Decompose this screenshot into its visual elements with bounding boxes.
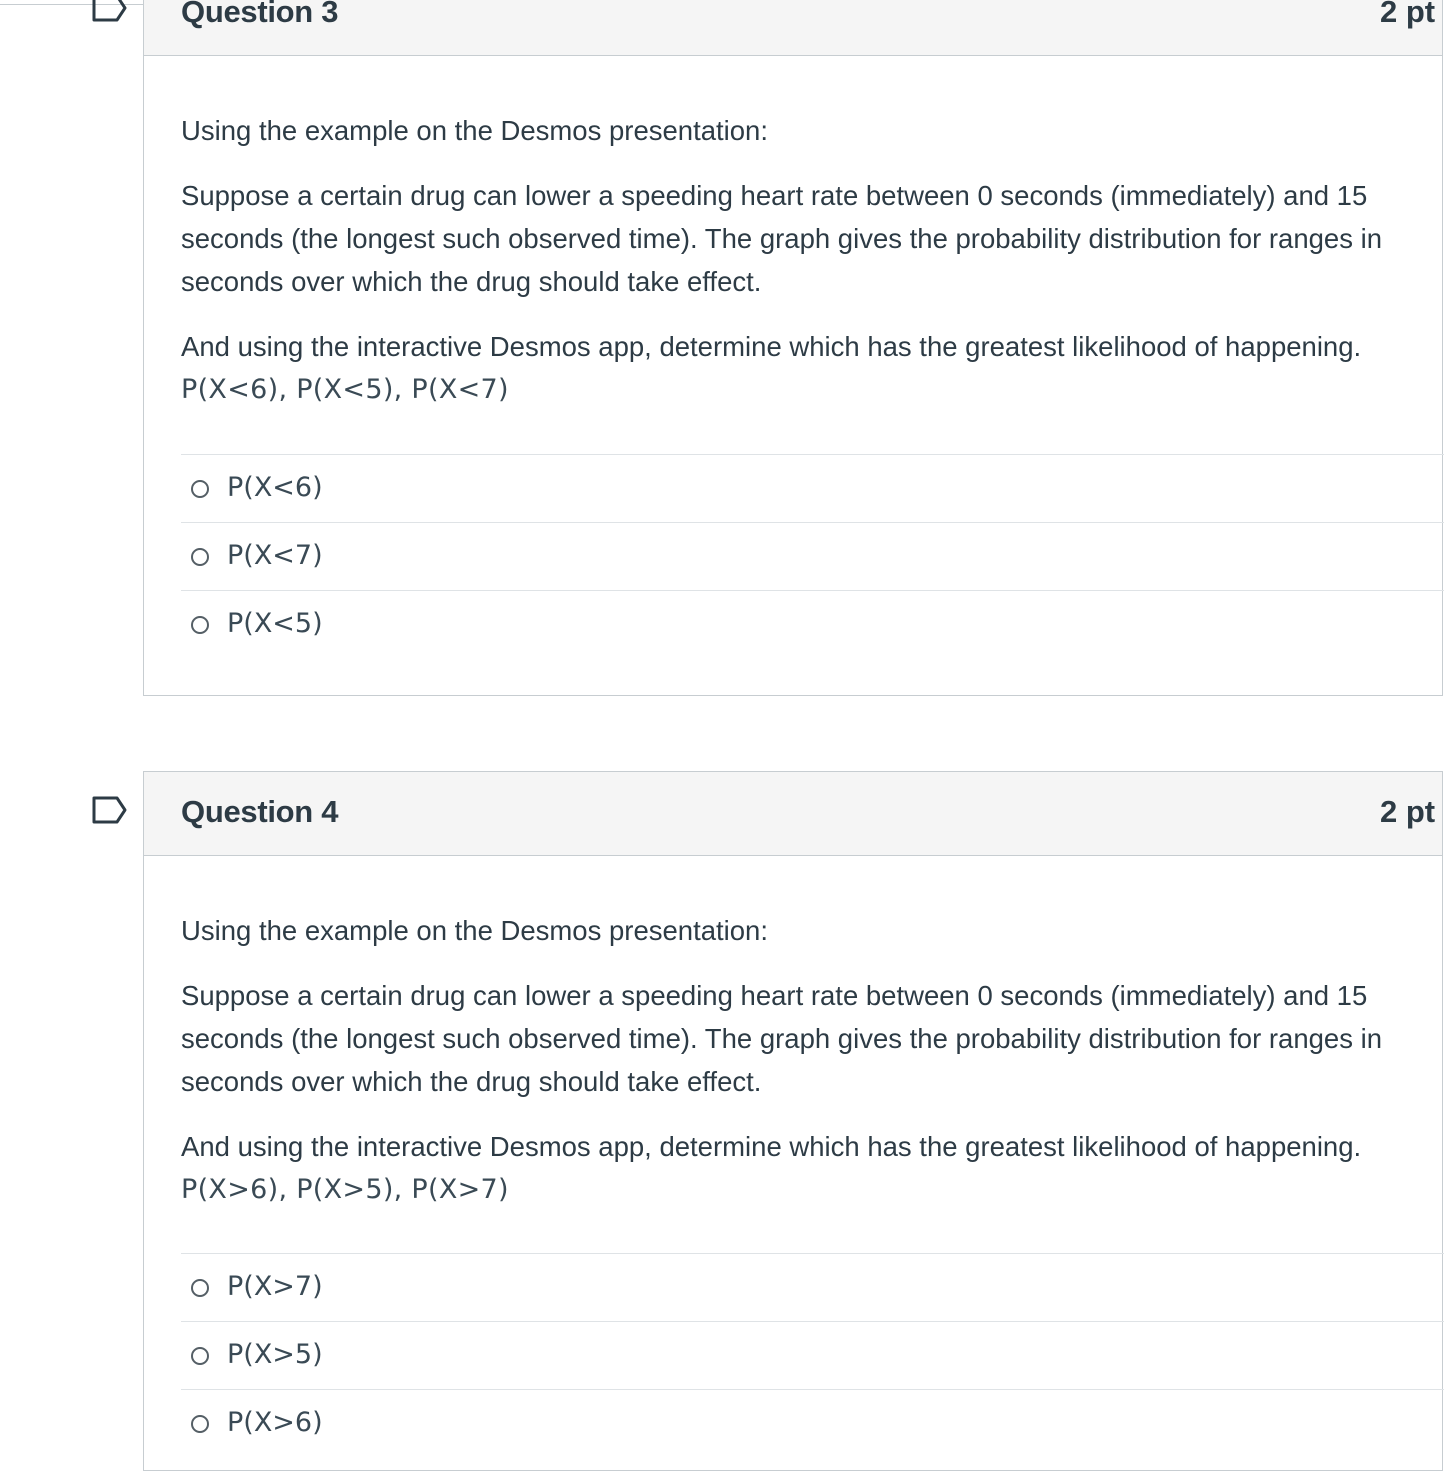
- question-body: Suppose a certain drug can lower a speeding heart rate between 0 seconds (immediately) and 15 seconds (the longest such observed time). The graph gives the probability distribution for ranges in seconds over which the drug should take effect.: [181, 180, 1382, 297]
- answer-label: P(X<6): [227, 472, 323, 503]
- question-math: P(X<6), P(X<5), P(X<7): [181, 374, 509, 405]
- answer-option[interactable]: [181, 1389, 1444, 1457]
- question-header: [144, 0, 1442, 56]
- answer-option[interactable]: [181, 522, 1444, 590]
- answer-label: P(X>7): [227, 1271, 323, 1302]
- answer-option[interactable]: [181, 1321, 1444, 1389]
- radio-button[interactable]: [191, 480, 209, 498]
- question-title: Question 3: [181, 0, 339, 29]
- question-prompt: And using the interactive Desmos app, determine which has the greatest likelihood of happening.: [181, 1131, 1362, 1162]
- question-intro: Using the example on the Desmos presentation:: [181, 115, 768, 146]
- question-math: P(X>6), P(X>5), P(X>7): [181, 1174, 509, 1205]
- question-body: Suppose a certain drug can lower a speeding heart rate between 0 seconds (immediately) and 15 seconds (the longest such observed time). The graph gives the probability distribution for ranges in seconds over which the drug should take effect.: [181, 980, 1382, 1097]
- question-4: [143, 771, 1443, 1471]
- question-header: [144, 772, 1442, 856]
- question-title: Question 4: [181, 794, 339, 829]
- answer-label: P(X>5): [227, 1339, 323, 1370]
- question-intro: Using the example on the Desmos presentation:: [181, 915, 768, 946]
- flag-question-icon[interactable]: [92, 0, 128, 22]
- question-text: [181, 909, 1431, 1211]
- radio-button[interactable]: [191, 548, 209, 566]
- radio-button[interactable]: [191, 1415, 209, 1433]
- answer-option[interactable]: [181, 454, 1444, 522]
- question-points: 2 pt: [1380, 794, 1436, 829]
- answer-label: P(X<7): [227, 540, 323, 571]
- question-points: 2 pt: [1380, 0, 1436, 29]
- radio-button[interactable]: [191, 1279, 209, 1297]
- flag-question-icon[interactable]: [92, 796, 128, 824]
- radio-button[interactable]: [191, 616, 209, 634]
- question-3: [143, 0, 1443, 696]
- question-text: [181, 109, 1431, 411]
- answer-option[interactable]: [181, 590, 1444, 658]
- answer-option[interactable]: [181, 1253, 1444, 1321]
- answer-label: P(X<5): [227, 608, 323, 639]
- answer-label: P(X>6): [227, 1407, 323, 1438]
- question-prompt: And using the interactive Desmos app, determine which has the greatest likelihood of happening.: [181, 331, 1362, 362]
- answer-list: [181, 1253, 1444, 1457]
- answer-list: [181, 454, 1444, 658]
- radio-button[interactable]: [191, 1347, 209, 1365]
